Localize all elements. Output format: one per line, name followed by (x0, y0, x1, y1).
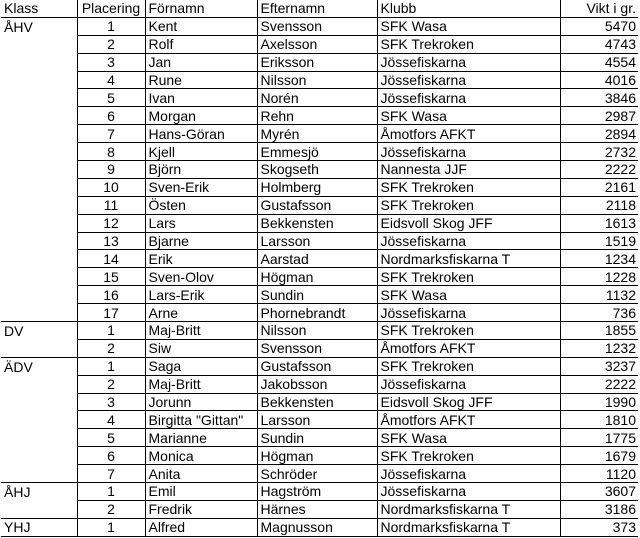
cell-placering: 8 (77, 143, 145, 161)
cell-klubb: Jössefiskarna (377, 483, 560, 501)
cell-klass: YHJ (1, 518, 77, 536)
cell-klass (1, 232, 77, 250)
cell-klass (1, 268, 77, 286)
cell-efternamn: Härnes (257, 500, 377, 518)
cell-fornamn: Maj-Britt (145, 322, 257, 340)
cell-klubb: SFK Trekroken (377, 268, 560, 286)
cell-klass (1, 89, 77, 107)
cell-fornamn: Bjarne (145, 232, 257, 250)
cell-fornamn: Siw (145, 339, 257, 357)
cell-placering: 5 (77, 89, 145, 107)
header-placering: Placering (77, 0, 145, 17)
cell-efternamn: Skogseth (257, 161, 377, 179)
cell-klass (1, 304, 77, 322)
cell-placering: 1 (77, 518, 145, 536)
cell-efternamn: Bekkensten (257, 393, 377, 411)
cell-vikt: 3846 (560, 89, 638, 107)
cell-vikt: 1990 (560, 393, 638, 411)
table-row (1, 375, 638, 393)
table-row (1, 447, 638, 465)
header-efternamn: Efternamn (257, 0, 377, 17)
cell-klubb: Jössefiskarna (377, 89, 560, 107)
cell-fornamn: Lars-Erik (145, 286, 257, 304)
cell-efternamn: Axelsson (257, 35, 377, 53)
cell-placering: 17 (77, 304, 145, 322)
table-row (1, 304, 638, 322)
cell-fornamn: Rune (145, 71, 257, 89)
cell-efternamn: Sundin (257, 429, 377, 447)
cell-efternamn: Eriksson (257, 53, 377, 71)
cell-klubb: Nordmarksfiskarna T (377, 250, 560, 268)
table-row (1, 143, 638, 161)
cell-vikt: 2161 (560, 178, 638, 196)
cell-klass (1, 178, 77, 196)
table-row (1, 161, 638, 179)
cell-klass (1, 465, 77, 483)
cell-klubb: Åmotfors AFKT (377, 125, 560, 143)
cell-efternamn: Phornebrandt (257, 304, 377, 322)
cell-klubb: Jössefiskarna (377, 304, 560, 322)
table-row (1, 125, 638, 143)
cell-vikt: 4554 (560, 53, 638, 71)
cell-vikt: 1232 (560, 339, 638, 357)
cell-efternamn: Jakobsson (257, 375, 377, 393)
cell-klubb: Åmotfors AFKT (377, 339, 560, 357)
cell-efternamn: Högman (257, 268, 377, 286)
cell-fornamn: Sven-Olov (145, 268, 257, 286)
cell-vikt: 2987 (560, 107, 638, 125)
cell-efternamn: Gustafsson (257, 196, 377, 214)
cell-placering: 14 (77, 250, 145, 268)
cell-vikt: 1120 (560, 465, 638, 483)
cell-placering: 5 (77, 429, 145, 447)
cell-klass (1, 411, 77, 429)
cell-efternamn: Bekkensten (257, 214, 377, 232)
cell-placering: 1 (77, 17, 145, 35)
cell-placering: 13 (77, 232, 145, 250)
cell-vikt: 5470 (560, 17, 638, 35)
cell-fornamn: Jorunn (145, 393, 257, 411)
cell-fornamn: Monica (145, 447, 257, 465)
cell-fornamn: Morgan (145, 107, 257, 125)
cell-klass (1, 35, 77, 53)
cell-efternamn: Norén (257, 89, 377, 107)
cell-klubb: Nannesta JJF (377, 161, 560, 179)
table-row (1, 178, 638, 196)
cell-placering: 4 (77, 71, 145, 89)
cell-vikt: 2732 (560, 143, 638, 161)
cell-klass: ÅHJ (1, 483, 77, 501)
cell-fornamn: Emil (145, 483, 257, 501)
cell-klass (1, 375, 77, 393)
table-row (1, 411, 638, 429)
cell-vikt: 4743 (560, 35, 638, 53)
table-row (1, 286, 638, 304)
cell-klubb: SFK Trekroken (377, 178, 560, 196)
cell-klubb: Jössefiskarna (377, 232, 560, 250)
cell-klass (1, 500, 77, 518)
cell-klass (1, 125, 77, 143)
cell-klubb: SFK Wasa (377, 107, 560, 125)
cell-placering: 3 (77, 393, 145, 411)
cell-vikt: 1234 (560, 250, 638, 268)
cell-placering: 2 (77, 339, 145, 357)
cell-klubb: SFK Trekroken (377, 322, 560, 340)
cell-placering: 2 (77, 35, 145, 53)
header-fornamn: Förnamn (145, 0, 257, 17)
cell-klass (1, 286, 77, 304)
cell-placering: 9 (77, 161, 145, 179)
cell-fornamn: Björn (145, 161, 257, 179)
cell-klass: ÄDV (1, 357, 77, 375)
table-row (1, 71, 638, 89)
cell-placering: 6 (77, 447, 145, 465)
table-row (1, 196, 638, 214)
cell-fornamn: Saga (145, 357, 257, 375)
cell-fornamn: Kjell (145, 143, 257, 161)
cell-fornamn: Ivan (145, 89, 257, 107)
table-row (1, 393, 638, 411)
cell-klass (1, 71, 77, 89)
cell-klass: DV (1, 322, 77, 340)
cell-klubb: SFK Trekroken (377, 196, 560, 214)
table-row (1, 357, 638, 375)
cell-efternamn: Nilsson (257, 322, 377, 340)
cell-vikt: 1132 (560, 286, 638, 304)
cell-klubb: SFK Trekroken (377, 447, 560, 465)
header-klubb: Klubb (377, 0, 560, 17)
cell-klubb: SFK Trekroken (377, 357, 560, 375)
cell-efternamn: Högman (257, 447, 377, 465)
cell-placering: 10 (77, 178, 145, 196)
cell-placering: 7 (77, 125, 145, 143)
cell-placering: 15 (77, 268, 145, 286)
cell-klubb: Nordmarksfiskarna T (377, 500, 560, 518)
table-row (1, 339, 638, 357)
cell-vikt: 2118 (560, 196, 638, 214)
table-row (1, 250, 638, 268)
cell-efternamn: Svensson (257, 17, 377, 35)
cell-klubb: SFK Wasa (377, 17, 560, 35)
cell-placering: 12 (77, 214, 145, 232)
table-row (1, 17, 638, 35)
cell-fornamn: Sven-Erik (145, 178, 257, 196)
cell-klass (1, 339, 77, 357)
cell-fornamn: Jan (145, 53, 257, 71)
cell-vikt: 1810 (560, 411, 638, 429)
cell-placering: 11 (77, 196, 145, 214)
header-klass: Klass (1, 0, 77, 17)
cell-klass (1, 250, 77, 268)
cell-efternamn: Myrén (257, 125, 377, 143)
cell-vikt: 1519 (560, 232, 638, 250)
table-row (1, 35, 638, 53)
cell-klass (1, 447, 77, 465)
cell-placering: 2 (77, 500, 145, 518)
cell-efternamn: Hagström (257, 483, 377, 501)
table-row (1, 518, 638, 536)
cell-placering: 16 (77, 286, 145, 304)
table-row (1, 500, 638, 518)
cell-klass: ÅHV (1, 17, 77, 35)
cell-vikt: 736 (560, 304, 638, 322)
cell-fornamn: Fredrik (145, 500, 257, 518)
cell-vikt: 2222 (560, 161, 638, 179)
table-row (1, 322, 638, 340)
cell-klubb: Nordmarksfiskarna T (377, 518, 560, 536)
cell-efternamn: Magnusson (257, 518, 377, 536)
cell-placering: 2 (77, 375, 145, 393)
table-row (1, 232, 638, 250)
cell-fornamn: Erik (145, 250, 257, 268)
cell-klubb: SFK Trekroken (377, 35, 560, 53)
cell-fornamn: Kent (145, 17, 257, 35)
cell-efternamn: Sundin (257, 286, 377, 304)
cell-vikt: 373 (560, 518, 638, 536)
cell-klubb: Jössefiskarna (377, 53, 560, 71)
cell-klubb: SFK Wasa (377, 286, 560, 304)
cell-fornamn: Lars (145, 214, 257, 232)
cell-efternamn: Larsson (257, 232, 377, 250)
cell-placering: 6 (77, 107, 145, 125)
table-row (1, 53, 638, 71)
cell-efternamn: Rehn (257, 107, 377, 125)
cell-klubb: Jössefiskarna (377, 143, 560, 161)
cell-klass (1, 53, 77, 71)
cell-klass (1, 393, 77, 411)
cell-efternamn: Gustafsson (257, 357, 377, 375)
cell-fornamn: Hans-Göran (145, 125, 257, 143)
cell-vikt: 2222 (560, 375, 638, 393)
cell-klass (1, 161, 77, 179)
table-row (1, 429, 638, 447)
cell-klass (1, 143, 77, 161)
header-vikt: Vikt i gr. (560, 0, 638, 17)
cell-klass (1, 196, 77, 214)
cell-fornamn: Marianne (145, 429, 257, 447)
cell-vikt: 1613 (560, 214, 638, 232)
cell-efternamn: Nilsson (257, 71, 377, 89)
cell-placering: 4 (77, 411, 145, 429)
cell-klass (1, 214, 77, 232)
cell-efternamn: Svensson (257, 339, 377, 357)
cell-vikt: 1228 (560, 268, 638, 286)
cell-vikt: 4016 (560, 71, 638, 89)
cell-klubb: Åmotfors AFKT (377, 411, 560, 429)
table-row (1, 214, 638, 232)
table-row (1, 89, 638, 107)
cell-placering: 3 (77, 53, 145, 71)
cell-efternamn: Holmberg (257, 178, 377, 196)
cell-vikt: 1679 (560, 447, 638, 465)
cell-klass (1, 107, 77, 125)
results-body (1, 17, 638, 536)
cell-fornamn: Maj-Britt (145, 375, 257, 393)
cell-efternamn: Schröder (257, 465, 377, 483)
cell-placering: 1 (77, 483, 145, 501)
cell-vikt: 1855 (560, 322, 638, 340)
cell-placering: 7 (77, 465, 145, 483)
cell-klubb: SFK Wasa (377, 429, 560, 447)
cell-fornamn: Östen (145, 196, 257, 214)
cell-klubb: Eidsvoll Skog JFF (377, 214, 560, 232)
cell-klubb: Jössefiskarna (377, 465, 560, 483)
cell-efternamn: Emmesjö (257, 143, 377, 161)
cell-placering: 1 (77, 322, 145, 340)
cell-placering: 1 (77, 357, 145, 375)
cell-fornamn: Birgitta "Gittan" (145, 411, 257, 429)
cell-vikt: 3186 (560, 500, 638, 518)
cell-fornamn: Rolf (145, 35, 257, 53)
table-row (1, 483, 638, 501)
cell-klubb: Jössefiskarna (377, 71, 560, 89)
cell-fornamn: Alfred (145, 518, 257, 536)
table-row (1, 465, 638, 483)
results-table (1, 0, 638, 537)
cell-klubb: Jössefiskarna (377, 375, 560, 393)
cell-fornamn: Arne (145, 304, 257, 322)
cell-vikt: 2894 (560, 125, 638, 143)
cell-klubb: Eidsvoll Skog JFF (377, 393, 560, 411)
cell-vikt: 1775 (560, 429, 638, 447)
cell-klass (1, 429, 77, 447)
cell-efternamn: Aarstad (257, 250, 377, 268)
header-row (1, 0, 638, 17)
table-row (1, 268, 638, 286)
cell-efternamn: Larsson (257, 411, 377, 429)
table-row (1, 107, 638, 125)
cell-vikt: 3237 (560, 357, 638, 375)
cell-fornamn: Anita (145, 465, 257, 483)
cell-vikt: 3607 (560, 483, 638, 501)
